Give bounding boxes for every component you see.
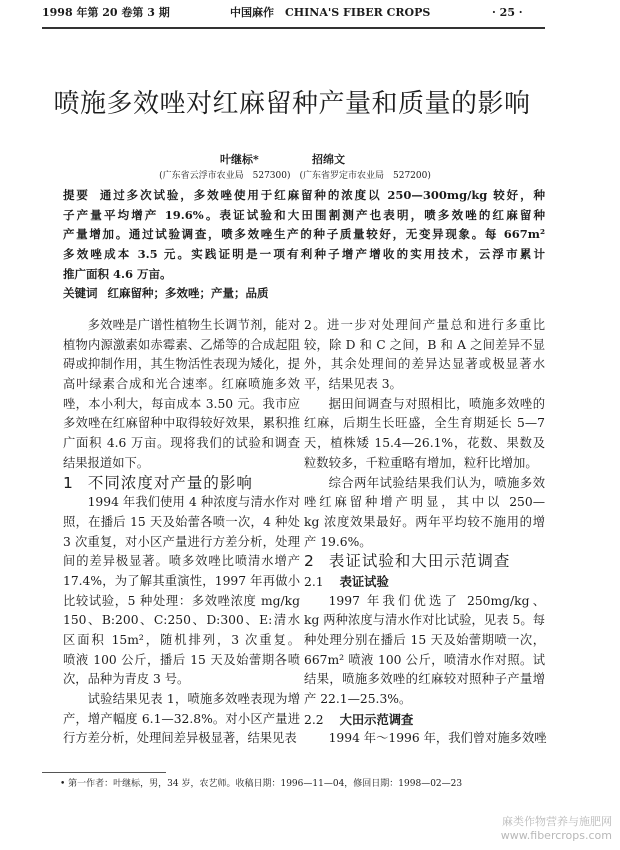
paragraph-line: 1994 年我们使用 4 种浓度与清水作对 bbox=[87, 495, 300, 510]
paragraph-line: 粒数较多，千粒重略有增加，粒秆比增加。 bbox=[304, 455, 538, 470]
paragraph-line: 2。进一步对处理间产量总和进行多重比 bbox=[304, 318, 545, 332]
section-heading: 1 不同浓度对产量的影响 bbox=[63, 473, 253, 492]
paragraph-line: 照，在播后 15 天及始蕾各喷一次，4 种处 bbox=[63, 514, 300, 529]
paragraph-line: 间的差异极显著。喷多效唑比喷清水增产 bbox=[63, 554, 300, 569]
paragraph-line: 唑，本小利大，每亩成本 3.50 元。我市应 bbox=[63, 396, 300, 411]
left-column bbox=[63, 316, 300, 749]
abstract bbox=[63, 186, 545, 304]
paragraph-line: 平，结果见表 3。 bbox=[304, 377, 402, 392]
paragraph-line: 天，植株矮 15.4—26.1%，花数、果数及 bbox=[304, 436, 545, 451]
right-column bbox=[304, 316, 545, 749]
paragraph-line: 区面积 15m²，随机排列，3 次重复。 bbox=[63, 633, 300, 647]
paragraph-line: 外，其余处理间的差异达显著或极显著水 bbox=[304, 357, 545, 372]
paragraph-line: 较，除 D 和 C 之间，B 和 A 之间差异不显 bbox=[304, 337, 545, 352]
abstract-line: 产量增加。通过试验调查，喷多效唑生产的种子质量较好，无变异现象。每 667m² bbox=[63, 227, 545, 242]
keywords-label: 关键词 bbox=[63, 286, 98, 301]
footnote-rule bbox=[42, 772, 166, 773]
paragraph-line: 试验结果见表 1，喷施多效唑表现为增 bbox=[87, 692, 300, 707]
journal-name: 中国麻作 CHINA'S FIBER CROPS bbox=[230, 6, 431, 19]
page-number: · 25 · bbox=[492, 6, 523, 19]
affiliations: (广东省云浮市农业局 527300) (广东省罗定市农业局 527200) bbox=[159, 171, 431, 181]
paragraph-line: 产，增产幅度 6.1—32.8%。对小区产量进 bbox=[63, 711, 300, 726]
paragraph-line: 1997 年我们优选了 250mg/kg、 bbox=[328, 593, 545, 608]
header-rule bbox=[42, 27, 545, 29]
abstract-line: 推广面积 4.6 万亩。 bbox=[63, 266, 172, 281]
paragraph-line: 综合两年试验结果我们认为，喷施多效 bbox=[328, 475, 545, 490]
paragraph-line: 150、B:200、C:250、D:300、E:清水 bbox=[63, 613, 300, 628]
paragraph-line: 3 次重复，对小区产量进行方差分析，处理 bbox=[63, 534, 300, 549]
paragraph-line: 唑红麻留种增产明显，其中以 250— bbox=[304, 495, 545, 510]
article-title: 喷施多效唑对红麻留种产量和质量的影响 bbox=[53, 89, 531, 119]
footnote: • 第一作者：叶继标，男，34 岁，农艺师。收稿日期：1996—11—04，修回日期：1998—02—23 bbox=[60, 779, 463, 789]
paragraph-line: 结果，喷施多效唑的红麻较对照种子产量增 bbox=[304, 672, 545, 687]
paragraph-line: 红麻，后期生长旺盛，全生育期延长 5—7 bbox=[304, 416, 545, 431]
paragraph-line: 结果报道如下。 bbox=[63, 455, 150, 470]
paragraph-line: 广面积 4.6 万亩。现将我们的试验和调查 bbox=[63, 436, 300, 451]
paragraph-line: 碍或抑制作用，其生物活性表现为矮化，提 bbox=[63, 357, 300, 372]
watermark: 麻类作物营养与施肥网 www.fibercrops.com bbox=[500, 815, 612, 842]
paragraph-line: 产 22.1—25.3%。 bbox=[304, 692, 412, 707]
paragraph-line: 高叶绿素合成和光合速率。红麻喷施多效 bbox=[63, 377, 300, 392]
paragraph-line: 多效唑在红麻留种中取得较好效果，累积推 bbox=[63, 416, 300, 431]
issue-info: 1998 年第 20 卷第 3 期 bbox=[42, 6, 170, 19]
paragraph-line: 种处理分别在播后 15 天及始蕾期喷一次， bbox=[304, 633, 545, 647]
paragraph-line: 多效唑是广谱性植物生长调节剂，能对 bbox=[87, 318, 300, 332]
paragraph-line: 17.4%，为了解其重演性，1997 年再做小 bbox=[63, 573, 300, 588]
paragraph-line: 据田间调查与对照相比，喷施多效唑的 bbox=[328, 396, 545, 411]
section-heading: 2 表证试验和大田示范调查 bbox=[304, 552, 511, 571]
abstract-line: 多效唑成本 3.5 元。实践证明是一项有利种子增产增收的实用技术，云浮市累计 bbox=[63, 247, 545, 262]
paragraph-line: kg 两种浓度与清水作对比试验，见表 5。每 bbox=[304, 613, 545, 628]
subsection-heading: 2.2 大田示范调查 bbox=[304, 711, 414, 727]
abstract-label: 提要 bbox=[63, 188, 90, 202]
abstract-line: 子产量平均增产 19.6%。表证试验和大田围割测产也表明，喷多效唑的红麻留种 bbox=[63, 207, 545, 222]
paragraph-line: 667m² 喷液 100 公斤，喷清水作对照。试 bbox=[304, 652, 545, 667]
author-1: 叶继标* bbox=[220, 153, 259, 166]
author-2: 招绵文 bbox=[312, 153, 345, 166]
paragraph-line: 植物内源激素如赤霉素、乙烯等的合成起阻 bbox=[63, 337, 300, 352]
paragraph-line: 次，品种为青皮 3 号。 bbox=[63, 672, 190, 687]
paragraph-line: 喷液 100 公斤，播后 15 天及始蕾期各喷 bbox=[63, 652, 300, 667]
subsection-heading: 2.1 表证试验 bbox=[304, 573, 389, 589]
paragraph-line: kg 浓度效果最好。两年平均较不施用的增 bbox=[304, 514, 545, 529]
keywords-text: 红麻留种；多效唑；产量；品质 bbox=[107, 286, 269, 301]
paragraph-line: 行方差分析，处理间差异极显著，结果见表 bbox=[63, 731, 297, 746]
keywords bbox=[63, 284, 545, 304]
paragraph-line: 比较试验，5 种处理：多效唑浓度 mg/kg bbox=[63, 593, 300, 608]
abstract-line: 提要 通过多次试验，多效唑使用于红麻留种的浓度以 250—300mg/kg 较好，种 bbox=[63, 188, 545, 202]
paragraph-line: 产 19.6%。 bbox=[304, 534, 372, 549]
paragraph-line: 1994 年～1996 年，我们曾对施多效唑 bbox=[328, 731, 547, 746]
